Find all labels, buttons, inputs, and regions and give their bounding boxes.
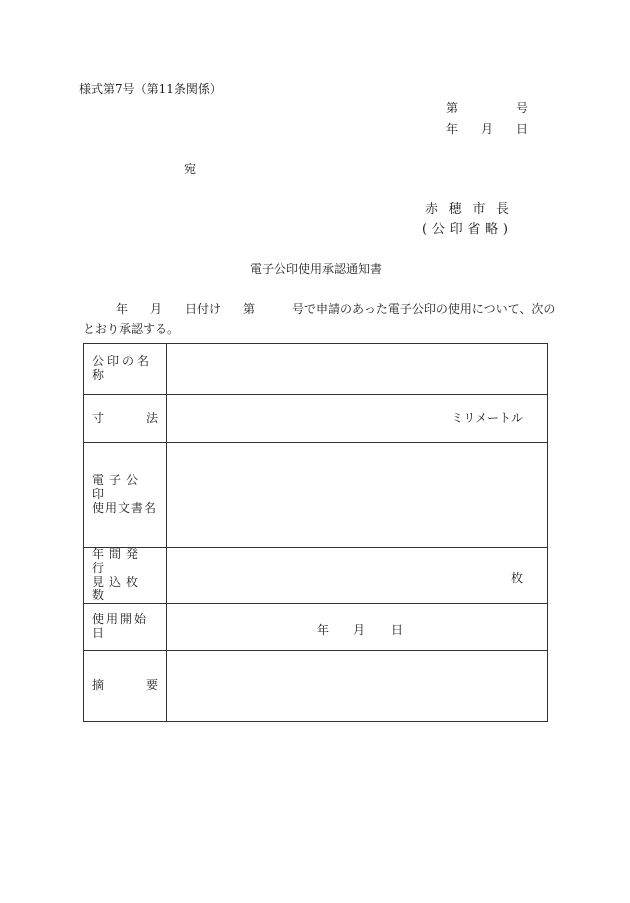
row-remarks: [84, 651, 548, 722]
label-start-date: 使用開始日: [92, 612, 149, 641]
body-text-line1: 号で申請のあった電子公印の使用について、次の: [292, 302, 556, 316]
remarks-field[interactable]: [167, 651, 548, 722]
body-year: 年: [116, 302, 129, 316]
seal-char: (: [422, 222, 428, 237]
label-cell: [84, 395, 167, 443]
seal-char: 省: [467, 222, 481, 237]
label-cell: [84, 344, 167, 395]
label-remarks: 摘 要: [92, 678, 158, 693]
issuer-char: 穂: [448, 202, 462, 217]
start-date-day: 日: [391, 623, 404, 638]
form-number: 様式第7号（第11条関係）: [79, 82, 222, 96]
documents-field[interactable]: [167, 443, 548, 548]
issuer-char: 長: [495, 202, 509, 217]
label-cell: [84, 651, 167, 722]
label-cell: [84, 604, 167, 651]
label-annual-line2: 見込枚数: [92, 574, 144, 603]
row-start-date: [84, 604, 548, 651]
start-date-year: 年: [317, 623, 330, 638]
label-annual-line1: 年間発行: [92, 547, 144, 575]
row-seal-name: [84, 344, 548, 395]
seal-char: 印: [449, 222, 463, 237]
document-title: 電子公印使用承認通知書: [250, 262, 383, 276]
label-seal-name: 公印の名称: [92, 354, 153, 382]
dimension-field[interactable]: [167, 395, 548, 443]
start-date-field[interactable]: [167, 604, 548, 651]
row-dimension: [84, 395, 548, 443]
body-day-suffix: 日付け: [185, 302, 222, 316]
doc-number-suffix: 号: [516, 101, 529, 115]
seal-char: ): [502, 222, 508, 237]
addressee-suffix: 宛: [184, 162, 197, 176]
issuer-title: [425, 203, 509, 216]
date-day: 日: [516, 122, 529, 136]
dimension-unit: ミリメートル: [451, 411, 523, 425]
date-year: 年: [446, 122, 459, 136]
label-documents-line1: 電子公印: [92, 473, 144, 502]
doc-number-prefix: 第: [446, 101, 459, 115]
annual-count-field[interactable]: [167, 548, 548, 604]
row-annual-count: [84, 548, 548, 604]
date-month: 月: [481, 122, 494, 136]
start-date-month: 月: [353, 623, 366, 638]
label-dimension: 寸 法: [92, 410, 158, 425]
label-cell: [84, 443, 167, 548]
issuer-char: 市: [472, 202, 486, 217]
label-documents-line2: 使用文書名: [92, 500, 158, 515]
issuer-char: 赤: [425, 202, 439, 217]
seal-char: 公: [431, 222, 445, 237]
seal-omitted: [422, 223, 508, 236]
seal-char: 略: [485, 222, 499, 237]
body-text-line2: とおり承認する。: [83, 322, 180, 336]
seal-name-field[interactable]: [167, 344, 548, 395]
row-documents: [84, 443, 548, 548]
sheets-unit: 枚: [510, 571, 523, 585]
label-cell: [84, 548, 167, 604]
body-no-prefix: 第: [243, 302, 256, 316]
approval-table: [83, 343, 548, 722]
body-month: 月: [150, 302, 163, 316]
